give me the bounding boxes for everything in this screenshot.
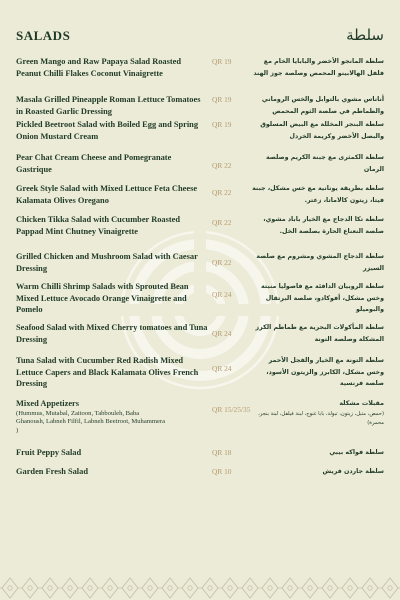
item-price: QR 10 [212,467,232,476]
item-name-arabic: سلطة الروبيان الدافئة مع فاصوليا منبتة وخس مشكل، أفوكادو، صلصة البرتقال والبوميلو [261,283,384,313]
item-name: Tuna Salad with Cucumber Red Radish Mixed Lettuce Capers and Black Kalamata Olives French Dressing [16,356,199,388]
item-name: Chicken Tikka Salad with Cucumber Roasted Pappad Mint Chutney Vinaigrette [16,215,181,236]
item-name: Fruit Peppy Salad [16,448,82,457]
item-name: Seafood Salad with Mixed Cherry tomatoes and Tuna Dressing [16,323,208,344]
item-price: QR 22 [212,188,232,197]
item-price: QR 24 [212,329,232,338]
item-description-arabic: (حمص، متبل، زيتون، تبولة، بابا غنوج، لبنة فيلفل، لبنة بنجر، محمرة) [258,410,384,426]
item-name-arabic: مقبلات مشكلة [339,400,384,407]
section-title: SALADS [16,28,71,43]
item-name-arabic: سلطة المانجو الأخضر والبابايا الخام مع فلفل الهالابينو المحمص وصلصة جوز الهند [253,58,384,77]
item-price: QR 22 [212,161,232,170]
item-name: Masala Grilled Pineapple Roman Lettuce Tomatoes in Roasted Garlic Dressing [16,95,201,116]
item-name-arabic: سلطة فواكه بيبي [329,449,384,456]
item-name-arabic: سلطة تكا الدجاج مع الخيار باباد مشوي، صلصة النعناع الحارة بصلصة الخل. [263,216,384,235]
item-name-arabic: سلطة بطريقة يونانية مع خس مشكل، جبنة فيتا، زيتون كالاماتا، زعتر. [252,185,384,204]
item-name-arabic: سلطة جاردن فريش [322,468,384,475]
item-price: QR 19 [212,95,232,104]
item-name: Pear Chat Cream Cheese and Pomegranate Gastrique [16,153,172,174]
section-title-arabic: سلطة [346,26,384,44]
item-name: Greek Style Salad with Mixed Lettuce Feta Cheese Kalamata Olives Oregano [16,184,198,205]
item-price: QR 22 [212,218,232,227]
item-name: Pickled Beetroot Salad with Boiled Egg and Spring Onion Mustard Cream [16,120,199,141]
item-name-arabic: سلطة الكمثرى مع جبنة الكريم وصلصة الرمان [265,154,384,173]
item-description: (Hummus, Mutabal, Zaitoon, Tabbouleh, Baba Ghanoush, Labneh Filfil, Labneh Beetroot, Muhammera ) [16,409,166,434]
item-name-arabic: أناناس مشوي بالتوابل والخس الروماني والطماطم في صلصة الثوم المحمص [261,96,384,115]
item-price: QR 24 [212,364,232,373]
item-name-arabic: سلطة الدجاج المشوي ومشروم مع صلصة السيزر [256,253,384,272]
item-name-arabic: سلطة التونة مع الخيار والفجل الأحمر وخس مشكل، الكابرز والزيتون الأسود، صلصة فرنسية [266,357,384,387]
item-price: QR 18 [212,448,232,457]
item-name: Warm Chilli Shrimp Salads with Sprouted Bean Mixed Lettuce Avocado Orange Vinaigrette and Pomelo [16,282,189,314]
item-price: QR 15/25/35 [212,405,251,414]
item-name: Grilled Chicken and Mushroom Salad with Caesar Dressing [16,252,198,273]
item-name-arabic: سلطة البنجر المخللة مع البيض المسلوق والبصل الأخضر وكريمة الخردل [260,121,384,140]
item-price: QR 24 [212,290,232,299]
item-name-arabic: سلطة المأكولات البحرية مع طماطم الكرز المشكلة وصلصة التونة [255,324,384,343]
item-name: Mixed Appetizers [16,399,80,408]
item-price: QR 19 [212,57,232,66]
item-price: QR 19 [212,120,232,129]
item-name: Garden Fresh Salad [16,467,88,476]
decorative-border-ornament-icon [0,576,400,600]
item-name: Green Mango and Raw Papaya Salad Roasted Peanut Chilli Flakes Coconut Vinaigrette [16,57,182,78]
item-price: QR 22 [212,258,232,267]
